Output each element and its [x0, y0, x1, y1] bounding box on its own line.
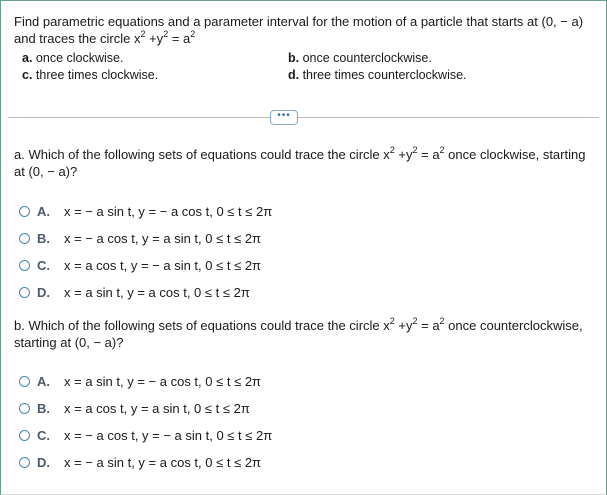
- option-letter: D.: [37, 285, 50, 300]
- question-line2-prefix: and traces the circle x: [14, 31, 141, 46]
- part-c-text: three times clockwise.: [32, 68, 159, 82]
- part-b-question: [14, 317, 594, 334]
- exponent: 2: [389, 145, 395, 155]
- option-letter: B.: [37, 401, 50, 416]
- exponent: 2: [190, 29, 196, 39]
- part-b-question-mid1: +y: [394, 318, 413, 333]
- option-text: x = a cos t, y = a sin t, 0 ≤ t ≤ 2π: [64, 401, 250, 416]
- part-b-text: once counterclockwise.: [299, 51, 432, 65]
- exponent: 2: [412, 316, 418, 326]
- option-text: x = a cos t, y = − a sin t, 0 ≤ t ≤ 2π: [64, 258, 262, 273]
- part-d-text: three times counterclockwise.: [299, 68, 467, 82]
- radio-button[interactable]: [19, 233, 30, 244]
- part-a-question: [14, 146, 594, 163]
- exponent: 2: [412, 145, 418, 155]
- part-b-letter: b.: [288, 51, 300, 65]
- part-a-question-line2: at (0, − a)?: [14, 164, 78, 179]
- part-a-label: [22, 51, 123, 65]
- part-a-text: once clockwise.: [32, 51, 124, 65]
- radio-button[interactable]: [19, 376, 30, 387]
- radio-button[interactable]: [19, 206, 30, 217]
- part-b-label: [288, 51, 432, 65]
- exponent: 2: [389, 316, 395, 326]
- question-text-line1: Find parametric equations and a parameter interval for the motion of a particle that starts at (0, − a): [14, 14, 584, 29]
- exponent: 2: [163, 29, 169, 39]
- radio-button[interactable]: [19, 457, 30, 468]
- option-letter: C.: [37, 258, 50, 273]
- option-letter: D.: [37, 455, 50, 470]
- question-text-line2: [14, 30, 195, 47]
- exponent: 2: [439, 145, 445, 155]
- radio-button[interactable]: [19, 287, 30, 298]
- part-a-letter: a.: [22, 51, 33, 65]
- question-line2-mid1: +y: [145, 31, 164, 46]
- part-d-label: [288, 68, 467, 82]
- part-d-letter: d.: [288, 68, 300, 82]
- option-text: x = − a cos t, y = − a sin t, 0 ≤ t ≤ 2π: [64, 428, 273, 443]
- part-b-question-line2: starting at (0, − a)?: [14, 335, 124, 350]
- part-a-question-prefix: a. Which of the following sets of equations could trace the circle x: [14, 147, 390, 162]
- exponent: 2: [140, 29, 146, 39]
- part-a-question-mid2: = a: [417, 147, 440, 162]
- option-text: x = − a sin t, y = a cos t, 0 ≤ t ≤ 2π: [64, 455, 262, 470]
- option-text: x = − a sin t, y = − a cos t, 0 ≤ t ≤ 2π: [64, 204, 273, 219]
- option-text: x = − a cos t, y = a sin t, 0 ≤ t ≤ 2π: [64, 231, 262, 246]
- option-letter: A.: [37, 374, 50, 389]
- expand-more-button[interactable]: •••: [270, 110, 298, 125]
- part-a-question-mid1: +y: [394, 147, 413, 162]
- part-c-label: [22, 68, 158, 82]
- part-b-question-mid2: = a: [417, 318, 440, 333]
- radio-button[interactable]: [19, 430, 30, 441]
- radio-button[interactable]: [19, 260, 30, 271]
- parts-list: [22, 51, 582, 85]
- option-text: x = a sin t, y = − a cos t, 0 ≤ t ≤ 2π: [64, 374, 262, 389]
- question-line2-mid2: = a: [168, 31, 191, 46]
- option-text: x = a sin t, y = a cos t, 0 ≤ t ≤ 2π: [64, 285, 250, 300]
- part-b-question-suffix: once counterclockwise,: [444, 318, 583, 333]
- part-b-question-prefix: b. Which of the following sets of equations could trace the circle x: [14, 318, 390, 333]
- option-letter: B.: [37, 231, 50, 246]
- radio-button[interactable]: [19, 403, 30, 414]
- exponent: 2: [439, 316, 445, 326]
- section-divider: [8, 117, 599, 118]
- option-letter: C.: [37, 428, 50, 443]
- option-letter: A.: [37, 204, 50, 219]
- part-a-question-suffix: once clockwise, starting: [444, 147, 586, 162]
- part-c-letter: c.: [22, 68, 33, 82]
